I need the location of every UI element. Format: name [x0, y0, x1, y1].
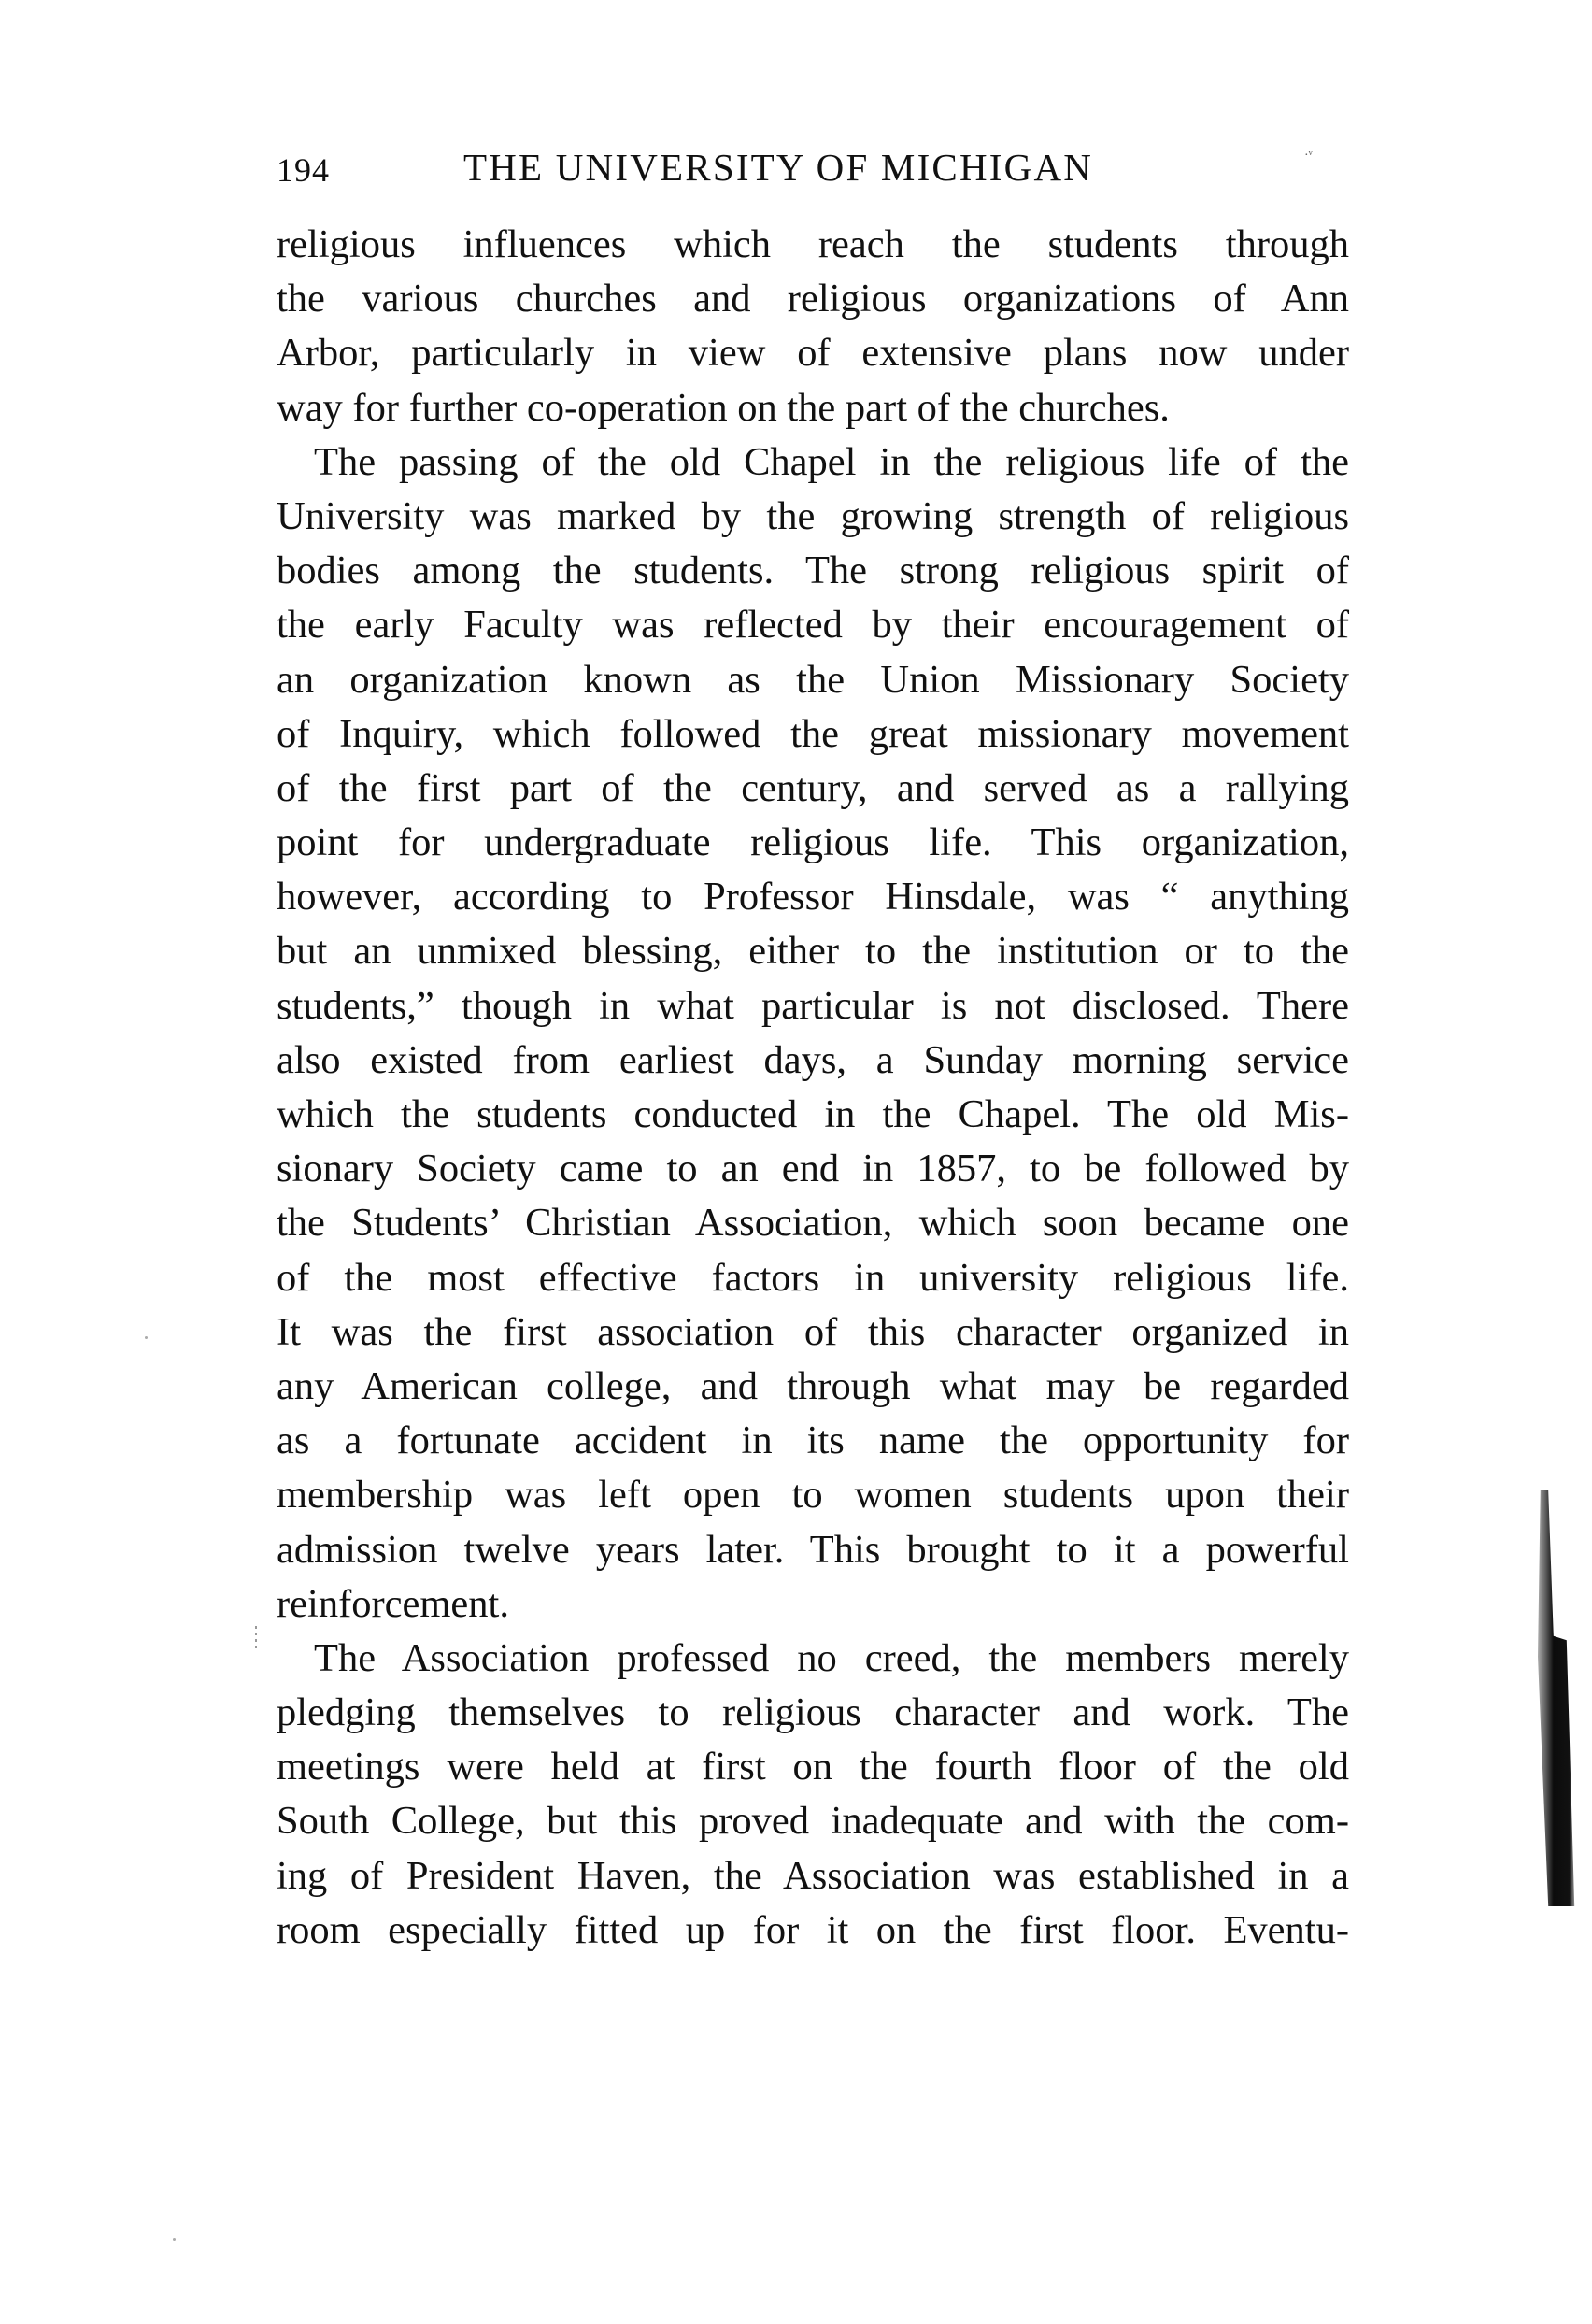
running-head-title: THE UNIVERSITY OF MICHIGAN: [463, 146, 1094, 189]
text-line: South College, but this proved inadequate and with the com-: [277, 1799, 1349, 1844]
text-line: the Students’ Christian Association, which soon became one: [277, 1201, 1349, 1246]
text-line: of the most effective factors in university religious life.: [277, 1255, 1349, 1300]
text-line: as a fortunate accident in its name the opportunity for: [277, 1419, 1349, 1463]
text-line: way for further co-operation on the part of the churches.: [277, 385, 1170, 430]
scan-speck: [173, 2238, 176, 2241]
text-line: It was the first association of this character organized in: [277, 1309, 1349, 1354]
text-line: the various churches and religious organizations of Ann: [277, 277, 1349, 321]
text-line: sionary Society came to an end in 1857, to be followed by: [277, 1147, 1349, 1191]
scan-mark: ·ᵛ: [1304, 149, 1313, 163]
text-line: bodies among the students. The strong religious spirit of: [277, 549, 1349, 593]
scan-speck: [145, 1336, 148, 1339]
page-number: 194: [277, 151, 330, 189]
text-line: Arbor, particularly in view of extensive plans now under: [277, 331, 1349, 376]
scan-margin-mark: [255, 1626, 257, 1652]
text-line: reinforcement.: [277, 1581, 509, 1626]
text-line: pledging themselves to religious character and work. The: [277, 1690, 1349, 1735]
text-line: membership was left open to women students upon their: [277, 1473, 1349, 1518]
text-line: room especially fitted up for it on the first floor. Eventu-: [277, 1907, 1349, 1952]
text-line: University was marked by the growing strength of religious: [277, 493, 1349, 538]
text-line: point for undergraduate religious life. This organization,: [277, 820, 1349, 865]
text-line: any American college, and through what may be regarded: [277, 1363, 1349, 1408]
text-line: meetings were held at first on the fourth floor of the old: [277, 1745, 1349, 1789]
paragraph-start-line: The passing of the old Chapel in the religious life of the: [314, 439, 1349, 484]
running-head: [277, 145, 1351, 192]
text-line: which the students conducted in the Chapel. The old Mis-: [277, 1092, 1349, 1136]
text-line: but an unmixed blessing, either to the institution or to the: [277, 929, 1349, 974]
text-line: an organization known as the Union Missionary Society: [277, 657, 1349, 702]
body-text: [277, 218, 1349, 1958]
scan-edge-shadow: [1525, 1490, 1577, 1906]
text-line: admission twelve years later. This brought to it a powerful: [277, 1527, 1349, 1572]
text-line: also existed from earliest days, a Sunday morning service: [277, 1037, 1349, 1082]
paragraph-start-line: The Association professed no creed, the members merely: [314, 1635, 1349, 1680]
text-line: ing of President Haven, the Association was established in a: [277, 1853, 1349, 1898]
text-line: students,” though in what particular is not disclosed. There: [277, 983, 1349, 1028]
text-line: of the first part of the century, and served as a rallying: [277, 765, 1349, 810]
text-line: the early Faculty was reflected by their encouragement of: [277, 603, 1349, 648]
text-line: of Inquiry, which followed the great missionary movement: [277, 711, 1349, 756]
text-line: religious influences which reach the students through: [277, 222, 1349, 266]
text-line: however, according to Professor Hinsdale, was “ anything: [277, 875, 1349, 920]
